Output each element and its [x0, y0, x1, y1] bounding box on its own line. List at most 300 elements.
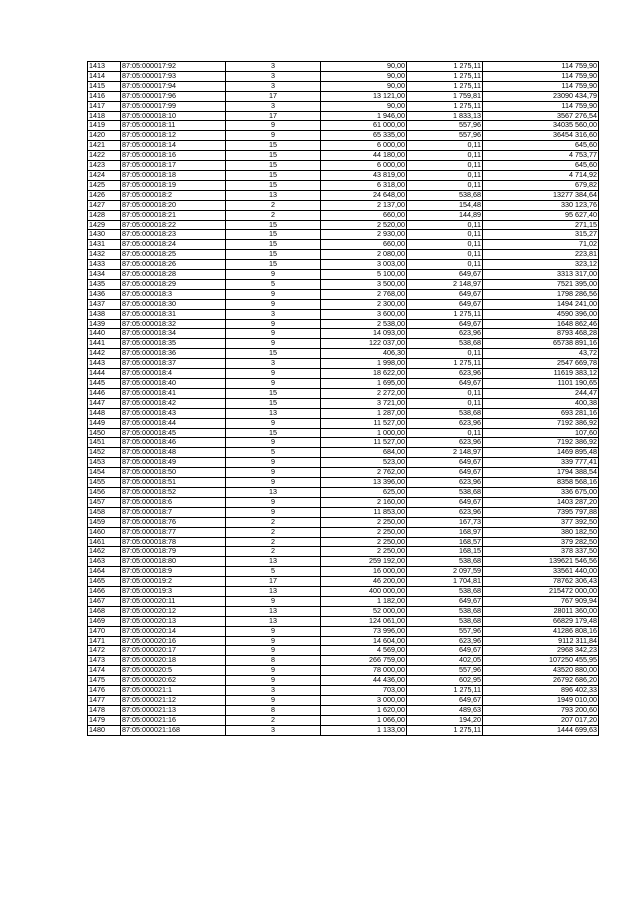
- rate-cell: 144,89: [407, 210, 483, 220]
- category-cell: 3: [226, 71, 321, 81]
- rate-cell: 649,67: [407, 319, 483, 329]
- area-cell: 14 093,00: [321, 329, 407, 339]
- category-cell: 9: [226, 666, 321, 676]
- table-row: [88, 299, 599, 309]
- category-cell: 9: [226, 696, 321, 706]
- category-cell: 9: [226, 339, 321, 349]
- table-row: [88, 507, 599, 517]
- category-cell: 9: [226, 289, 321, 299]
- row-number-cell: 1471: [88, 636, 121, 646]
- cadastral-number-cell: 87:05:000018:34: [121, 329, 226, 339]
- value-cell: 330 123,76: [483, 200, 599, 210]
- row-number-cell: 1434: [88, 270, 121, 280]
- category-cell: 2: [226, 517, 321, 527]
- cadastral-number-cell: 87:05:000018:44: [121, 418, 226, 428]
- table-row: [88, 398, 599, 408]
- rate-cell: 623,96: [407, 438, 483, 448]
- area-cell: 660,00: [321, 240, 407, 250]
- table-row: [88, 111, 599, 121]
- value-cell: 3567 276,54: [483, 111, 599, 121]
- row-number-cell: 1451: [88, 438, 121, 448]
- rate-cell: 154,48: [407, 200, 483, 210]
- rate-cell: 1 833,13: [407, 111, 483, 121]
- table-row: [88, 81, 599, 91]
- category-cell: 2: [226, 200, 321, 210]
- table-row: [88, 121, 599, 131]
- value-cell: 323,12: [483, 260, 599, 270]
- cadastral-number-cell: 87:05:000018:45: [121, 428, 226, 438]
- area-cell: 6 318,00: [321, 180, 407, 190]
- cadastral-number-cell: 87:05:000018:40: [121, 379, 226, 389]
- table-row: [88, 339, 599, 349]
- category-cell: 13: [226, 557, 321, 567]
- rate-cell: 1 275,11: [407, 62, 483, 72]
- rate-cell: 1 275,11: [407, 725, 483, 735]
- cadastral-number-cell: 87:05:000018:9: [121, 567, 226, 577]
- cadastral-number-cell: 87:05:000020:11: [121, 596, 226, 606]
- area-cell: 46 200,00: [321, 577, 407, 587]
- category-cell: 9: [226, 596, 321, 606]
- cadastral-number-cell: 87:05:000018:4: [121, 369, 226, 379]
- cadastral-number-cell: 87:05:000017:99: [121, 101, 226, 111]
- value-cell: 114 759,90: [483, 62, 599, 72]
- value-cell: 400,38: [483, 398, 599, 408]
- row-number-cell: 1443: [88, 359, 121, 369]
- category-cell: 3: [226, 62, 321, 72]
- row-number-cell: 1474: [88, 666, 121, 676]
- cadastral-number-cell: 87:05:000021:13: [121, 705, 226, 715]
- table-row: [88, 725, 599, 735]
- value-cell: 1444 699,63: [483, 725, 599, 735]
- row-number-cell: 1431: [88, 240, 121, 250]
- cadastral-number-cell: 87:05:000020:5: [121, 666, 226, 676]
- rate-cell: 538,68: [407, 606, 483, 616]
- table-row: [88, 220, 599, 230]
- rate-cell: 649,67: [407, 497, 483, 507]
- value-cell: 315,27: [483, 230, 599, 240]
- area-cell: 44 180,00: [321, 151, 407, 161]
- row-number-cell: 1472: [88, 646, 121, 656]
- area-cell: 3 721,00: [321, 398, 407, 408]
- area-cell: 3 003,00: [321, 260, 407, 270]
- cadastral-number-cell: 87:05:000021:12: [121, 696, 226, 706]
- category-cell: 3: [226, 101, 321, 111]
- table-row: [88, 408, 599, 418]
- category-cell: 8: [226, 705, 321, 715]
- area-cell: 1 066,00: [321, 715, 407, 725]
- area-cell: 90,00: [321, 71, 407, 81]
- value-cell: 3313 317,00: [483, 270, 599, 280]
- row-number-cell: 1422: [88, 151, 121, 161]
- table-row: [88, 289, 599, 299]
- area-cell: 24 648,00: [321, 190, 407, 200]
- category-cell: 8: [226, 656, 321, 666]
- value-cell: 7395 797,88: [483, 507, 599, 517]
- rate-cell: 0,11: [407, 180, 483, 190]
- value-cell: 1949 010,00: [483, 696, 599, 706]
- rate-cell: 557,96: [407, 666, 483, 676]
- value-cell: 107,60: [483, 428, 599, 438]
- row-number-cell: 1429: [88, 220, 121, 230]
- value-cell: 1494 241,00: [483, 299, 599, 309]
- category-cell: 15: [226, 428, 321, 438]
- rate-cell: 194,20: [407, 715, 483, 725]
- area-cell: 2 250,00: [321, 537, 407, 547]
- rate-cell: 0,11: [407, 220, 483, 230]
- cadastral-number-cell: 87:05:000018:43: [121, 408, 226, 418]
- table-row: [88, 527, 599, 537]
- category-cell: 15: [226, 240, 321, 250]
- area-cell: 2 160,00: [321, 497, 407, 507]
- cadastral-number-cell: 87:05:000018:52: [121, 487, 226, 497]
- row-number-cell: 1454: [88, 468, 121, 478]
- table-row: [88, 537, 599, 547]
- rate-cell: 0,11: [407, 151, 483, 161]
- area-cell: 3 000,00: [321, 696, 407, 706]
- rate-cell: 649,67: [407, 596, 483, 606]
- row-number-cell: 1444: [88, 369, 121, 379]
- table-row: [88, 686, 599, 696]
- table-row: [88, 616, 599, 626]
- area-cell: 11 853,00: [321, 507, 407, 517]
- area-cell: 1 000,00: [321, 428, 407, 438]
- row-number-cell: 1464: [88, 567, 121, 577]
- table-row: [88, 369, 599, 379]
- value-cell: 65738 891,16: [483, 339, 599, 349]
- category-cell: 5: [226, 567, 321, 577]
- area-cell: 90,00: [321, 101, 407, 111]
- area-cell: 4 569,00: [321, 646, 407, 656]
- cadastral-number-cell: 87:05:000018:25: [121, 250, 226, 260]
- value-cell: 4 714,92: [483, 170, 599, 180]
- category-cell: 17: [226, 91, 321, 101]
- row-number-cell: 1466: [88, 587, 121, 597]
- area-cell: 1 695,00: [321, 379, 407, 389]
- rate-cell: 623,96: [407, 478, 483, 488]
- cadastral-number-cell: 87:05:000018:26: [121, 260, 226, 270]
- value-cell: 13277 384,64: [483, 190, 599, 200]
- category-cell: 2: [226, 537, 321, 547]
- area-cell: 2 768,00: [321, 289, 407, 299]
- row-number-cell: 1414: [88, 71, 121, 81]
- category-cell: 9: [226, 121, 321, 131]
- rate-cell: 649,67: [407, 379, 483, 389]
- value-cell: 23090 434,79: [483, 91, 599, 101]
- rate-cell: 402,05: [407, 656, 483, 666]
- cadastral-number-cell: 87:05:000018:31: [121, 309, 226, 319]
- rate-cell: 0,11: [407, 230, 483, 240]
- rate-cell: 538,68: [407, 408, 483, 418]
- area-cell: 6 000,00: [321, 161, 407, 171]
- cadastral-number-cell: 87:05:000018:14: [121, 141, 226, 151]
- cadastral-number-cell: 87:05:000020:16: [121, 636, 226, 646]
- area-cell: 13 396,00: [321, 478, 407, 488]
- row-number-cell: 1467: [88, 596, 121, 606]
- table-row: [88, 715, 599, 725]
- row-number-cell: 1456: [88, 487, 121, 497]
- rate-cell: 0,11: [407, 398, 483, 408]
- value-cell: 43,72: [483, 349, 599, 359]
- category-cell: 3: [226, 81, 321, 91]
- row-number-cell: 1453: [88, 458, 121, 468]
- area-cell: 13 121,00: [321, 91, 407, 101]
- area-cell: 660,00: [321, 210, 407, 220]
- table-row: [88, 250, 599, 260]
- category-cell: 15: [226, 161, 321, 171]
- table-row: [88, 190, 599, 200]
- row-number-cell: 1421: [88, 141, 121, 151]
- value-cell: 7521 395,00: [483, 279, 599, 289]
- rate-cell: 167,73: [407, 517, 483, 527]
- row-number-cell: 1442: [88, 349, 121, 359]
- value-cell: 271,15: [483, 220, 599, 230]
- value-cell: 1403 287,20: [483, 497, 599, 507]
- row-number-cell: 1449: [88, 418, 121, 428]
- row-number-cell: 1441: [88, 339, 121, 349]
- rate-cell: 623,96: [407, 329, 483, 339]
- area-cell: 1 133,00: [321, 725, 407, 735]
- rate-cell: 489,63: [407, 705, 483, 715]
- row-number-cell: 1460: [88, 527, 121, 537]
- area-cell: 52 000,00: [321, 606, 407, 616]
- area-cell: 11 527,00: [321, 418, 407, 428]
- category-cell: 9: [226, 379, 321, 389]
- area-cell: 90,00: [321, 62, 407, 72]
- category-cell: 15: [226, 180, 321, 190]
- table-row: [88, 626, 599, 636]
- table-row: [88, 567, 599, 577]
- value-cell: 4590 396,00: [483, 309, 599, 319]
- area-cell: 3 500,00: [321, 279, 407, 289]
- row-number-cell: 1433: [88, 260, 121, 270]
- table-row: [88, 448, 599, 458]
- row-number-cell: 1475: [88, 676, 121, 686]
- row-number-cell: 1473: [88, 656, 121, 666]
- table-row: [88, 428, 599, 438]
- cadastral-number-cell: 87:05:000018:48: [121, 448, 226, 458]
- rate-cell: 0,11: [407, 161, 483, 171]
- category-cell: 15: [226, 230, 321, 240]
- cadastral-number-cell: 87:05:000018:46: [121, 438, 226, 448]
- cadastral-number-cell: 87:05:000018:37: [121, 359, 226, 369]
- category-cell: 15: [226, 220, 321, 230]
- cadastral-number-cell: 87:05:000018:30: [121, 299, 226, 309]
- value-cell: 377 392,50: [483, 517, 599, 527]
- area-cell: 122 037,00: [321, 339, 407, 349]
- table-row: [88, 260, 599, 270]
- value-cell: 679,82: [483, 180, 599, 190]
- value-cell: 33561 440,00: [483, 567, 599, 577]
- category-cell: 9: [226, 319, 321, 329]
- rate-cell: 168,57: [407, 537, 483, 547]
- table-row: [88, 240, 599, 250]
- category-cell: 2: [226, 210, 321, 220]
- rate-cell: 538,68: [407, 190, 483, 200]
- rate-cell: 1 275,11: [407, 686, 483, 696]
- row-number-cell: 1436: [88, 289, 121, 299]
- cadastral-number-cell: 87:05:000018:36: [121, 349, 226, 359]
- table-row: [88, 131, 599, 141]
- row-number-cell: 1461: [88, 537, 121, 547]
- cadastral-number-cell: 87:05:000018:49: [121, 458, 226, 468]
- row-number-cell: 1416: [88, 91, 121, 101]
- rate-cell: 168,15: [407, 547, 483, 557]
- row-number-cell: 1420: [88, 131, 121, 141]
- category-cell: 9: [226, 329, 321, 339]
- cadastral-number-cell: 87:05:000018:23: [121, 230, 226, 240]
- table-row: [88, 62, 599, 72]
- area-cell: 16 000,00: [321, 567, 407, 577]
- rate-cell: 538,68: [407, 487, 483, 497]
- area-cell: 2 080,00: [321, 250, 407, 260]
- value-cell: 223,81: [483, 250, 599, 260]
- cadastral-number-cell: 87:05:000018:17: [121, 161, 226, 171]
- category-cell: 3: [226, 309, 321, 319]
- rate-cell: 649,67: [407, 646, 483, 656]
- value-cell: 71,02: [483, 240, 599, 250]
- row-number-cell: 1446: [88, 388, 121, 398]
- category-cell: 9: [226, 636, 321, 646]
- rate-cell: 168,97: [407, 527, 483, 537]
- value-cell: 645,60: [483, 161, 599, 171]
- cadastral-number-cell: 87:05:000018:21: [121, 210, 226, 220]
- row-number-cell: 1430: [88, 230, 121, 240]
- value-cell: 34035 560,00: [483, 121, 599, 131]
- category-cell: 15: [226, 388, 321, 398]
- area-cell: 2 137,00: [321, 200, 407, 210]
- category-cell: 13: [226, 587, 321, 597]
- table-row: [88, 587, 599, 597]
- row-number-cell: 1450: [88, 428, 121, 438]
- category-cell: 9: [226, 676, 321, 686]
- table-row: [88, 101, 599, 111]
- row-number-cell: 1432: [88, 250, 121, 260]
- cadastral-number-cell: 87:05:000021:1: [121, 686, 226, 696]
- area-cell: 11 527,00: [321, 438, 407, 448]
- rate-cell: 649,67: [407, 270, 483, 280]
- row-number-cell: 1470: [88, 626, 121, 636]
- value-cell: 114 759,90: [483, 71, 599, 81]
- value-cell: 26792 686,20: [483, 676, 599, 686]
- value-cell: 78762 306,43: [483, 577, 599, 587]
- category-cell: 5: [226, 279, 321, 289]
- table-row: [88, 487, 599, 497]
- category-cell: 15: [226, 250, 321, 260]
- rate-cell: 623,96: [407, 369, 483, 379]
- value-cell: 8358 568,16: [483, 478, 599, 488]
- cadastral-number-cell: 87:05:000018:19: [121, 180, 226, 190]
- cadastral-number-cell: 87:05:000018:7: [121, 507, 226, 517]
- table-row: [88, 547, 599, 557]
- row-number-cell: 1425: [88, 180, 121, 190]
- rate-cell: 1 275,11: [407, 309, 483, 319]
- area-cell: 14 604,00: [321, 636, 407, 646]
- cadastral-number-cell: 87:05:000018:18: [121, 170, 226, 180]
- area-cell: 61 000,00: [321, 121, 407, 131]
- cadastral-number-cell: 87:05:000020:18: [121, 656, 226, 666]
- area-cell: 65 335,00: [321, 131, 407, 141]
- row-number-cell: 1413: [88, 62, 121, 72]
- table-row: [88, 666, 599, 676]
- row-number-cell: 1437: [88, 299, 121, 309]
- category-cell: 2: [226, 715, 321, 725]
- cadastral-number-cell: 87:05:000018:2: [121, 190, 226, 200]
- row-number-cell: 1463: [88, 557, 121, 567]
- category-cell: 17: [226, 111, 321, 121]
- category-cell: 9: [226, 458, 321, 468]
- row-number-cell: 1428: [88, 210, 121, 220]
- area-cell: 2 300,00: [321, 299, 407, 309]
- category-cell: 9: [226, 626, 321, 636]
- value-cell: 207 017,20: [483, 715, 599, 725]
- area-cell: 1 946,00: [321, 111, 407, 121]
- rate-cell: 2 148,97: [407, 279, 483, 289]
- rate-cell: 0,11: [407, 349, 483, 359]
- rate-cell: 2 097,59: [407, 567, 483, 577]
- row-number-cell: 1427: [88, 200, 121, 210]
- row-number-cell: 1452: [88, 448, 121, 458]
- rate-cell: 649,67: [407, 289, 483, 299]
- rate-cell: 623,96: [407, 636, 483, 646]
- category-cell: 9: [226, 299, 321, 309]
- cadastral-number-cell: 87:05:000021:16: [121, 715, 226, 725]
- cadastral-number-cell: 87:05:000018:20: [121, 200, 226, 210]
- cadastral-number-cell: 87:05:000018:16: [121, 151, 226, 161]
- area-cell: 90,00: [321, 81, 407, 91]
- row-number-cell: 1439: [88, 319, 121, 329]
- value-cell: 896 402,33: [483, 686, 599, 696]
- value-cell: 107250 455,95: [483, 656, 599, 666]
- row-number-cell: 1435: [88, 279, 121, 289]
- value-cell: 139621 546,56: [483, 557, 599, 567]
- value-cell: 380 182,50: [483, 527, 599, 537]
- cadastral-number-cell: 87:05:000017:92: [121, 62, 226, 72]
- category-cell: 13: [226, 487, 321, 497]
- table-row: [88, 230, 599, 240]
- rate-cell: 557,96: [407, 121, 483, 131]
- cadastral-number-cell: 87:05:000018:3: [121, 289, 226, 299]
- value-cell: 767 909,94: [483, 596, 599, 606]
- table-row: [88, 705, 599, 715]
- cadastral-number-cell: 87:05:000018:29: [121, 279, 226, 289]
- row-number-cell: 1426: [88, 190, 121, 200]
- rate-cell: 1 275,11: [407, 359, 483, 369]
- row-number-cell: 1424: [88, 170, 121, 180]
- value-cell: 66829 179,48: [483, 616, 599, 626]
- category-cell: 5: [226, 448, 321, 458]
- table-row: [88, 646, 599, 656]
- cadastral-number-cell: 87:05:000018:12: [121, 131, 226, 141]
- row-number-cell: 1417: [88, 101, 121, 111]
- cadastral-number-cell: 87:05:000019:2: [121, 577, 226, 587]
- rate-cell: 557,96: [407, 131, 483, 141]
- value-cell: 41286 808,16: [483, 626, 599, 636]
- cadastral-number-cell: 87:05:000020:17: [121, 646, 226, 656]
- row-number-cell: 1478: [88, 705, 121, 715]
- rate-cell: 623,96: [407, 507, 483, 517]
- cadastral-number-cell: 87:05:000018:32: [121, 319, 226, 329]
- cadastral-number-cell: 87:05:000017:94: [121, 81, 226, 91]
- category-cell: 9: [226, 646, 321, 656]
- rate-cell: 0,11: [407, 170, 483, 180]
- area-cell: 266 759,00: [321, 656, 407, 666]
- category-cell: 15: [226, 349, 321, 359]
- value-cell: 28011 360,00: [483, 606, 599, 616]
- rate-cell: 649,67: [407, 458, 483, 468]
- area-cell: 523,00: [321, 458, 407, 468]
- category-cell: 2: [226, 547, 321, 557]
- rate-cell: 538,68: [407, 339, 483, 349]
